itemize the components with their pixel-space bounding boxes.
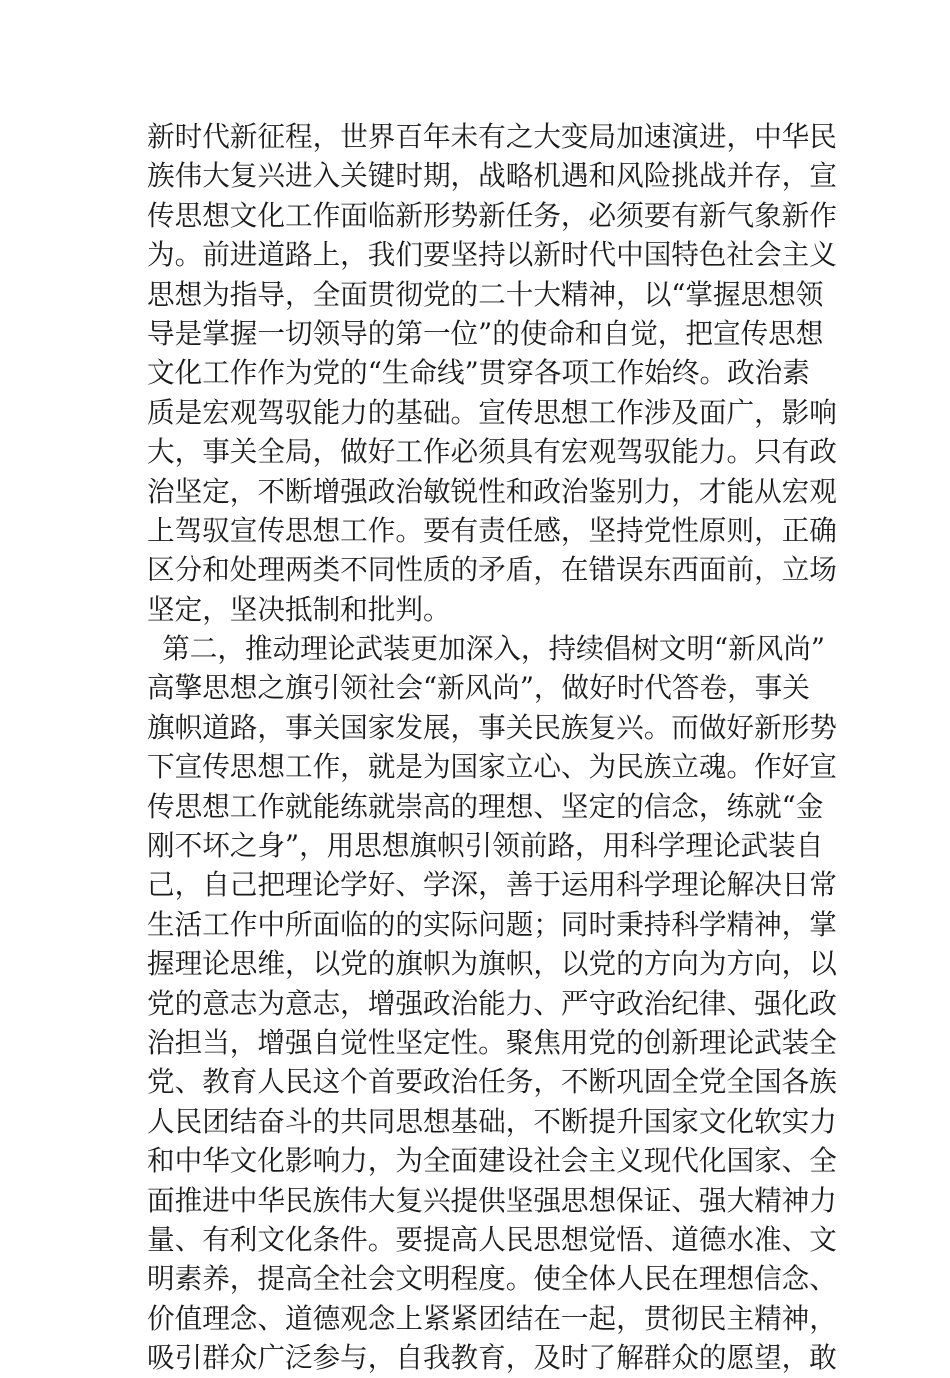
text-line: 党、教育人民这个首要政治任务，不断巩固全党全国各族 (147, 1065, 837, 1099)
text-line: 传思想文化工作面临新形势新任务，必须要有新气象新作 (147, 198, 837, 232)
text-line: 坚定，坚决抵制和批判。 (147, 592, 451, 626)
paragraph-1 (147, 117, 837, 629)
text-line: 第二，推动理论武装更加深入，持续倡树文明“新风尚” (162, 632, 826, 666)
text-line: 明素养，提高全社会文明程度。使全体人民在理想信念、 (147, 1262, 837, 1296)
text-line: 大，事关全局，做好工作必须具有宏观驾驭能力。只有政 (147, 435, 837, 469)
text-line: 党的意志为意志，增强政治能力、严守政治纪律、强化政 (147, 986, 837, 1020)
text-line: 新时代新征程，世界百年未有之大变局加速演进，中华民 (147, 120, 837, 153)
text-line: 价值理念、道德观念上紧紧团结在一起，贯彻民主精神， (147, 1301, 837, 1335)
text-line: 治坚定，不断增强政治敏锐性和政治鉴别力，才能从宏观 (147, 474, 837, 508)
text-line: 吸引群众广泛参与，自我教育，及时了解群众的愿望，敢 (147, 1341, 837, 1375)
text-line: 刚不坏之身”，用思想旗帜引领前路，用科学理论武装自 (147, 829, 824, 863)
text-line: 量、有利文化条件。要提高人民思想觉悟、道德水准、文 (147, 1222, 837, 1256)
text-line: 导是掌握一切领导的第一位”的使命和自觉，把宣传思想 (147, 316, 824, 350)
document-body (147, 117, 837, 1378)
text-line: 为。前进道路上，我们要坚持以新时代中国特色社会主义 (147, 238, 837, 272)
paragraph-2 (147, 629, 837, 1377)
text-line: 上驾驭宣传思想工作。要有责任感，坚持党性原则，正确 (147, 513, 837, 547)
text-line: 质是宏观驾驭能力的基础。宣传思想工作涉及面广，影响 (147, 395, 837, 429)
text-line: 传思想工作就能练就崇高的理想、坚定的信念，练就“金 (147, 789, 824, 823)
text-line: 生活工作中所面临的的实际问题；同时秉持科学精神，掌 (147, 907, 837, 941)
text-line: 己，自己把理论学好、学深，善于运用科学理论解决日常 (147, 868, 837, 902)
text-line: 下宣传思想工作，就是为国家立心、为民族立魂。作好宣 (147, 750, 837, 784)
text-line: 面推进中华民族伟大复兴提供坚强思想保证、强大精神力 (147, 1183, 837, 1217)
text-line: 人民团结奋斗的共同思想基础，不断提升国家文化软实力 (147, 1104, 837, 1138)
text-line: 和中华文化影响力，为全面建设社会主义现代化国家、全 (147, 1144, 837, 1178)
text-line: 旗帜道路，事关国家发展，事关民族复兴。而做好新形势 (147, 710, 837, 744)
text-line: 握理论思维，以党的旗帜为旗帜，以党的方向为方向，以 (147, 947, 837, 981)
text-line: 区分和处理两类不同性质的矛盾，在错误东西面前，立场 (147, 553, 837, 587)
text-line: 文化工作作为党的“生命线”贯穿各项工作始终。政治素 (147, 356, 810, 390)
text-line: 治担当，增强自觉性坚定性。聚焦用党的创新理论武装全 (147, 1025, 837, 1059)
text-line: 思想为指导，全面贯彻党的二十大精神，以“掌握思想领 (147, 277, 824, 311)
text-line: 高擎思想之旗引领社会“新风尚”，做好时代答卷，事关 (147, 671, 810, 705)
text-line: 族伟大复兴进入关键时期，战略机遇和风险挑战并存，宣 (147, 159, 837, 193)
